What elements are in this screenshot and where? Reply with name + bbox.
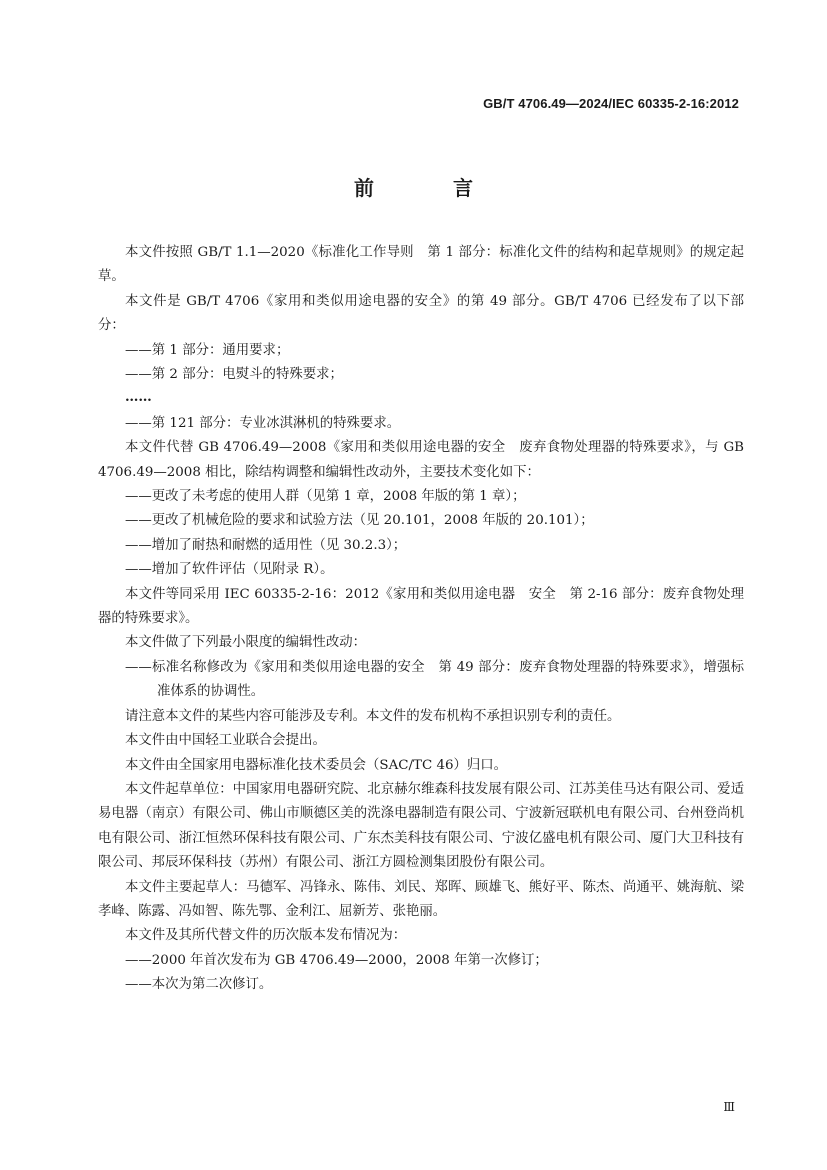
list-item-history-1: ——2000 年首次发布为 GB 4706.49—2000，2008 年第一次修订； xyxy=(125,952,548,968)
list-ellipsis: …… xyxy=(125,389,152,406)
paragraph-drafters: 本文件主要起草人：马德军、冯锋永、陈伟、刘民、郑晖、顾雄飞、熊好平、陈杰、尚通平、姚海航、梁孝峰、陈露、冯如智、陈先鄂、金利江、屈新芳、张艳丽。 xyxy=(98,879,744,919)
list-item-part-1: ——第 1 部分：通用要求； xyxy=(125,342,290,358)
paragraph-patent-notice: 请注意本文件的某些内容可能涉及专利。本文件的发布机构不承担识别专利的责任。 xyxy=(125,708,621,724)
standard-number-header: GB/T 4706.49—2024/IEC 60335-2-16:2012 xyxy=(483,96,739,111)
paragraph-editorial-intro: 本文件做了下列最小限度的编辑性改动： xyxy=(125,635,367,651)
paragraph-adoption: 本文件等同采用 IEC 60335-2-16：2012《家用和类似用途电器 安全 第 2-16 部分：废弃食物处理器的特殊要求》。 xyxy=(98,586,744,627)
paragraph-committee: 本文件由全国家用电器标准化技术委员会（SAC/TC 46）归口。 xyxy=(125,757,508,773)
paragraph-drafting-rules: 本文件按照 GB/T 1.1—2020《标准化工作导则 第 1 部分：标准化文件的结构和起草规则》的规定起草。 xyxy=(98,245,744,285)
page-title: 前 言 xyxy=(354,176,509,200)
page-number: Ⅲ xyxy=(723,1100,735,1114)
list-item-change-4: ——增加了软件评估（见附录 R）。 xyxy=(125,562,334,578)
list-item-change-1: ——更改了未考虑的使用人群（见第 1 章，2008 年版的第 1 章）； xyxy=(125,489,526,505)
list-item-change-2: ——更改了机械危险的要求和试验方法（见 20.101，2008 年版的 20.101）； xyxy=(125,513,594,529)
list-item-part-121: ——第 121 部分：专业冰淇淋机的特殊要求。 xyxy=(125,415,401,431)
list-item-history-2: ——本次为第二次修订。 xyxy=(125,977,273,993)
paragraph-proposed-by: 本文件由中国轻工业联合会提出。 xyxy=(125,733,326,749)
list-item-editorial-change: ——标准名称修改为《家用和类似用途电器的安全 第 49 部分：废弃食物处理器的特殊要求》，增强标准体系的协调性。 xyxy=(125,659,744,700)
paragraph-replaces: 本文件代替 GB 4706.49—2008《家用和类似用途电器的安全 废弃食物处理器的特殊要求》，与 GB 4706.49—2008 相比，除结构调整和编辑性改动外，主要技术变化如下： xyxy=(98,440,744,480)
paragraph-drafting-units: 本文件起草单位：中国家用电器研究院、北京赫尔维森科技发展有限公司、江苏美佳马达有限公司、爱适易电器（南京）有限公司、佛山市顺德区美的洗涤电器制造有限公司、宁波新冠联机电有限公司、台州登尚机电有限公司、浙江恒然环保科技有限公司、广东杰美科技有限公司、宁波亿盛电机有限公司、厦门大卫科技有限公司、邦辰环保科技（苏州）有限公司、浙江方圆检测集团股份有限公司。 xyxy=(98,781,744,871)
list-item-part-2: ——第 2 部分：电熨斗的特殊要求； xyxy=(125,367,343,383)
list-item-change-3: ——增加了耐热和耐燃的适用性（见 30.2.3）； xyxy=(125,537,407,553)
paragraph-history-intro: 本文件及其所代替文件的历次版本发布情况为： xyxy=(125,928,407,944)
paragraph-series-parts: 本文件是 GB/T 4706《家用和类似用途电器的安全》的第 49 部分。GB/T 4706 已经发布了以下部分： xyxy=(98,293,744,334)
foreword-body xyxy=(98,241,744,998)
